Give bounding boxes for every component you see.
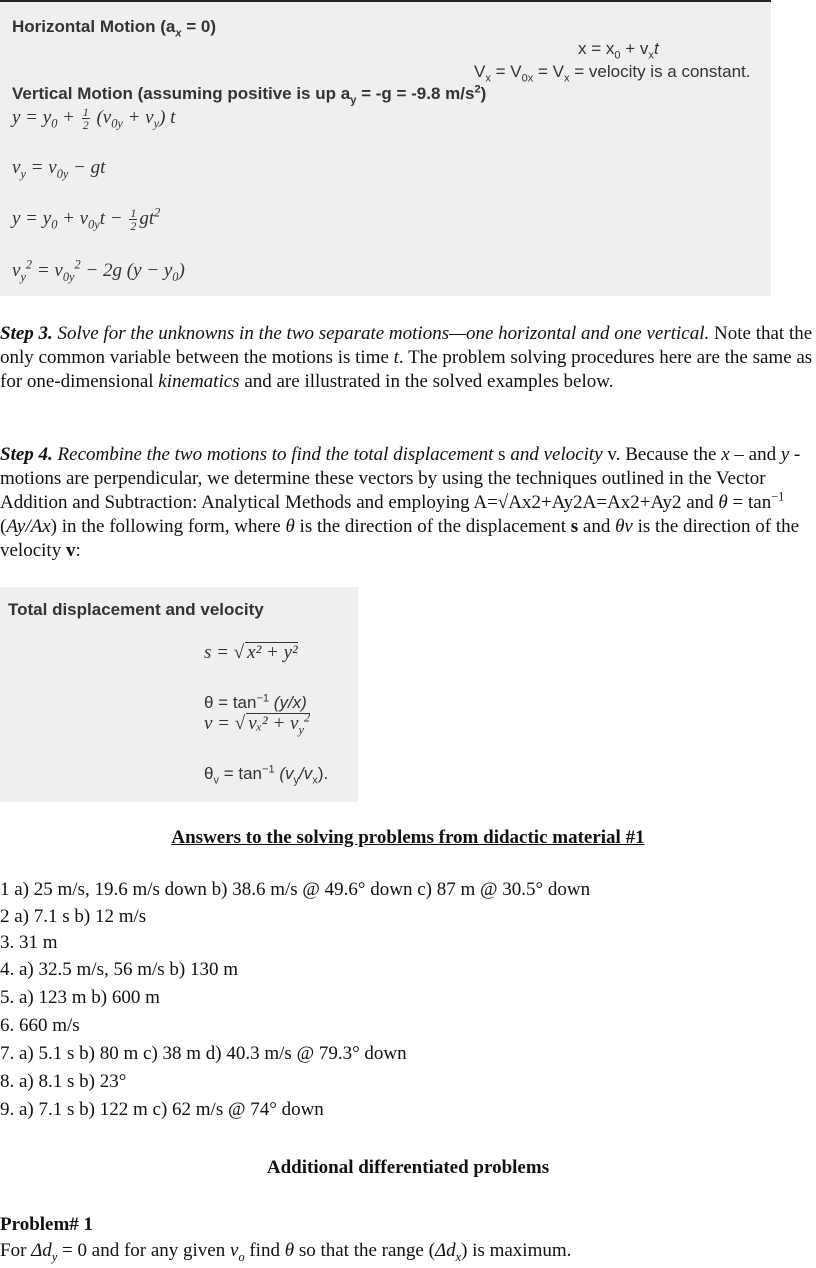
step-4-paragraph: Step 4. Recombine the two motions to find the total displacement s and velocity v. Because the x – and y -motions are perpendicular, we determine these vectors by using the techniques outlined in the Vector Addition and Subtraction: Analytical Methods and employing A=√Ax2+Ay2A=Ax2+Ay2 and $\theta = \tan^{-1} (Ay/Ax)$ in the following form, where θ is the direction of the displacement s and θv is the direction of the velocity v:	[0, 444, 801, 561]
answers-heading: Answers to the solving problems from didactic material #1	[171, 827, 645, 848]
answer-item: 4. a) 32.5 m/s, 56 m/s b) 130 m	[0, 959, 239, 980]
horizontal-velocity-equation: $V_x = V_{0x} = V_x$ = velocity is a constant.	[474, 62, 751, 85]
additional-problems-heading: Additional differentiated problems	[266, 1157, 550, 1178]
vertical-position-average-velocity-equation: $y = y_0$ + $\frac{1}{2}$ $(v_{0y} + v_y)$ t	[12, 105, 176, 132]
answer-item: 7. a) 5.1 s b) 80 m c) 38 m d) 40.3 m/s @ 79.3° down	[0, 1043, 407, 1064]
answer-item: 5. a) 123 m b) 600 m	[0, 987, 160, 1008]
vertical-position-equation: $y = y_0 + v_{0y}t$ − $\frac{1}{2}$ $gt^2$	[12, 205, 161, 233]
displacement-angle-equation: $\theta = \tan^{-1} (y/x)$	[204, 692, 307, 712]
answer-item: 6. 660 m/s	[0, 1015, 80, 1036]
velocity-angle-equation: $\theta_v = \tan^{-1} (v_y/v_x)$.	[204, 763, 329, 787]
answer-item: 1 a) 25 m/s, 19.6 m/s down b) 38.6 m/s @ 49.6° down c) 87 m @ 30.5° down	[0, 879, 591, 900]
total-displacement-heading: Total displacement and velocity	[8, 600, 264, 619]
problem-1-text: For $\Delta d_y = 0$ and for any given $v_o$ find θ so that the range $(\Delta d_x)$ is maximum.	[0, 1240, 572, 1264]
vertical-velocity-squared-equation: $v_y^2 = v_{0y}^2 - 2g$ $(y - y_0)$	[12, 257, 185, 284]
answer-item: 2 a) 7.1 s b) 12 m/s	[0, 906, 147, 927]
answer-item: 9. a) 7.1 s b) 122 m c) 62 m/s @ 74° down	[0, 1099, 324, 1120]
step-3-paragraph: Step 3. Solve for the unknowns in the two separate motions—one horizontal and one vertical. Note that the only common variable between the motions is time t. The problem solving procedures here are the same as for one-dimensional kinematics and are illustrated in the solved examples below.	[0, 323, 813, 392]
problem-1-label: Problem# 1	[0, 1214, 94, 1235]
vertical-motion-heading: Vertical Motion (assuming positive is up $a_y = -g = -9.8$ $m/s^2$)	[12, 83, 487, 107]
answer-item: 3. 31 m	[0, 932, 58, 953]
horizontal-motion-heading: Horizontal Motion $(a_x = 0)$	[12, 17, 217, 40]
equations-panel	[0, 2, 771, 296]
answer-item: 8. a) 8.1 s b) 23°	[0, 1071, 127, 1092]
vertical-velocity-equation: $v_y = v_{0y}$ − gt	[12, 157, 106, 181]
displacement-magnitude-equation: s = √ x² + y²	[204, 642, 298, 663]
velocity-magnitude-equation: v = √ $v_x^2 + v_y^2$	[204, 710, 311, 737]
x-position-equation: $x = x_0 + v_xt$	[578, 39, 659, 62]
total-displacement-panel	[0, 587, 358, 802]
